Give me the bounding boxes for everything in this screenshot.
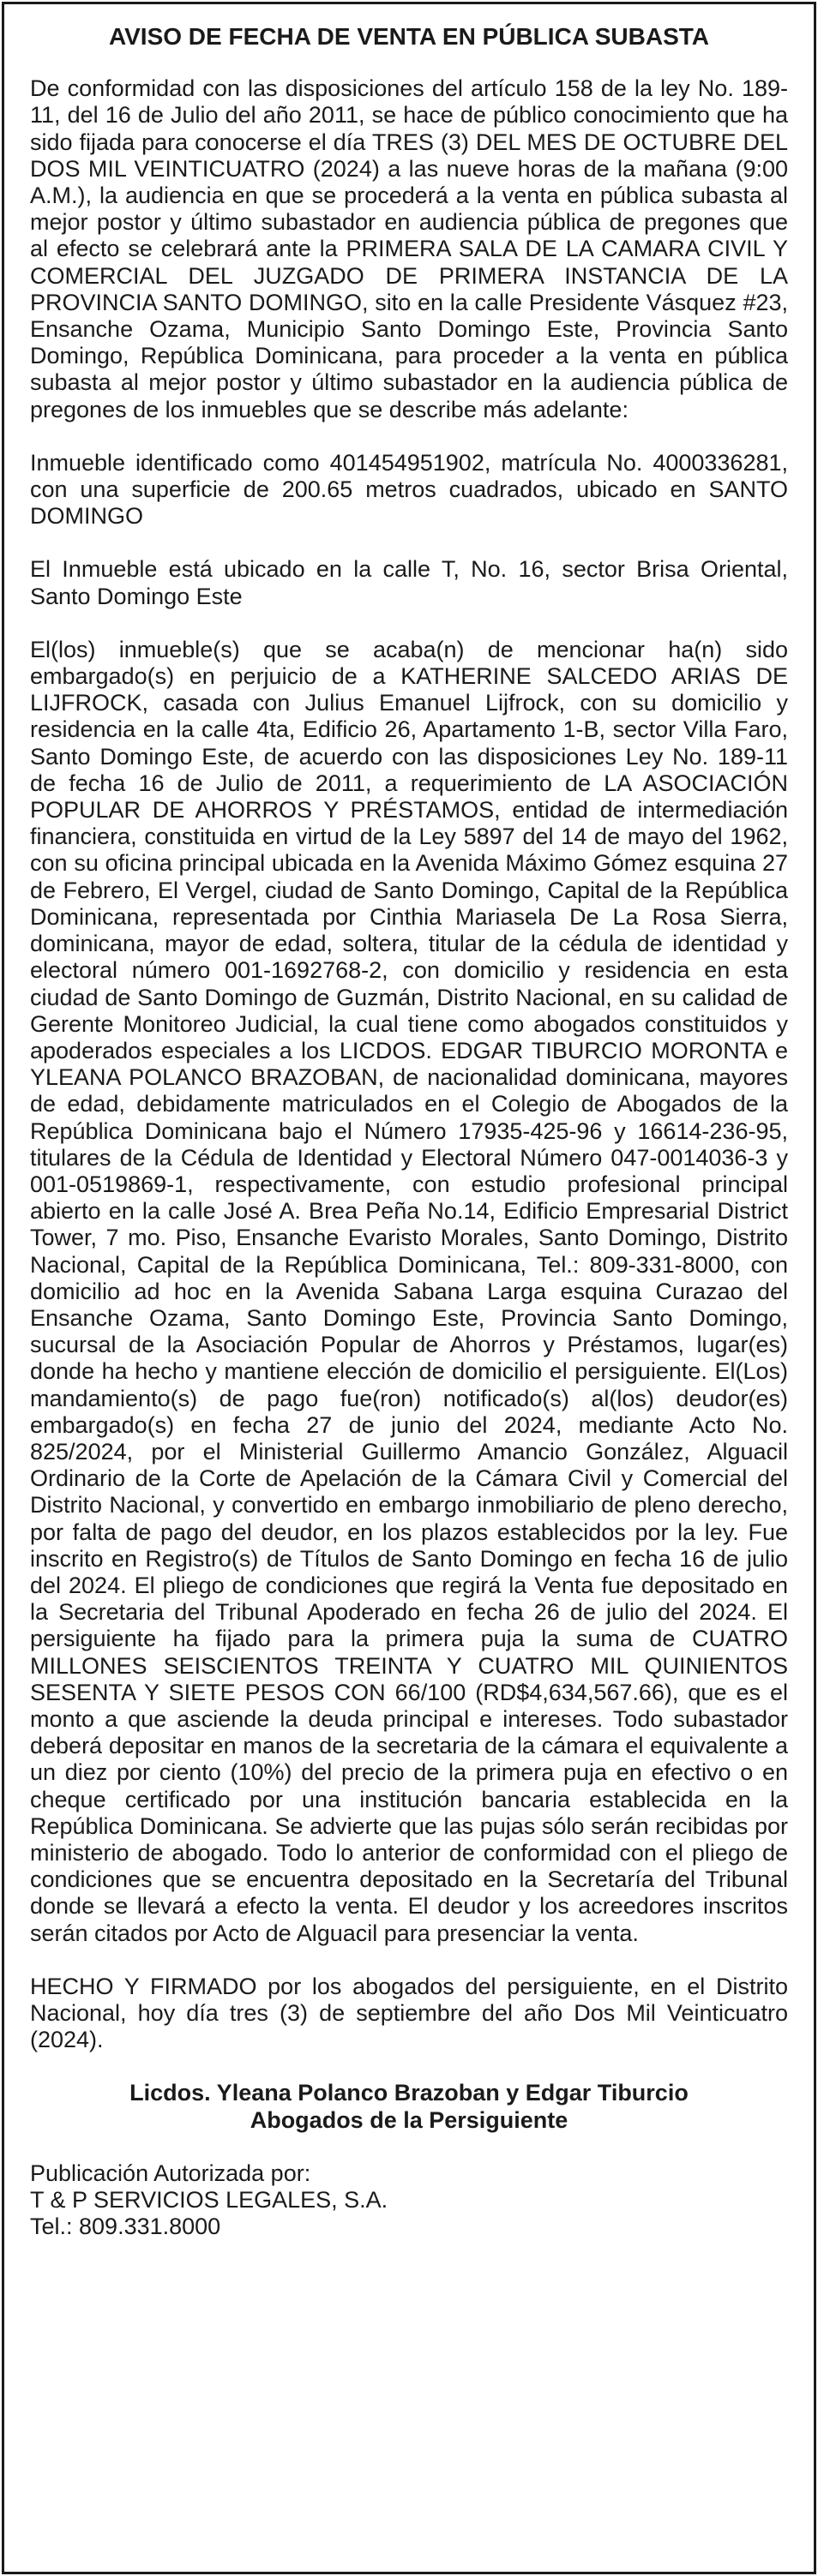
signed-paragraph: HECHO Y FIRMADO por los abogados del persiguiente, en el Distrito Nacional, hoy día tres (3) de septiembre del año Dos Mil Veinticuatro (2024). [30,1973,788,2053]
publication-phone: Tel.: 809.331.8000 [30,2214,221,2240]
property-location-paragraph: El Inmueble está ubicado en la calle T, No. 16, sector Brisa Oriental, Santo Domingo Este [30,556,788,609]
property-id-paragraph: Inmueble identificado como 401454951902, matrícula No. 4000336281, con una superficie de 200.65 metros cuadrados, ubicado en SANTO DOMINGO [30,449,788,530]
publication-company: T & P SERVICIOS LEGALES, S.A. [30,2187,388,2214]
publication-block [30,2160,788,2241]
signature-names: Licdos. Yleana Polanco Brazoban y Edgar Tiburcio [129,2080,689,2106]
notice-title: AVISO DE FECHA DE VENTA EN PÚBLICA SUBASTA [108,23,710,50]
publication-label: Publicación Autorizada por: [30,2160,311,2186]
seizure-details-paragraph: El(los) inmueble(s) que se acaba(n) de mencionar ha(n) sido embargado(s) en perjuicio de a KATHERINE SALCEDO ARIAS DE LIJFROCK, casada con Julius Emanuel Lijfrock, con su domicilio y residencia en la calle 4ta, Edificio 26, Apartamento 1-B, sector Villa Faro, Santo Domingo Este, de acuerdo con las disposiciones Ley No. 189-11 de fecha 16 de Julio de 2011, a requerimiento de LA ASOCIACIÓN POPULAR DE AHORROS Y PRÉSTAMOS, entidad de intermediación financiera, constituida en virtud de la Ley 5897 del 14 de mayo del 1962, con su oficina principal ubicada en la Avenida Máximo Gómez esquina 27 de Febrero, El Vergel, ciudad de Santo Domingo, Capital de la República Dominicana, representada por Cinthia Mariasela De La Rosa Sierra, dominicana, mayor de edad, soltera, titular de la cédula de identidad y electoral número 001-1692768-2, con domicilio y residencia en esta ciudad de Santo Domingo de Guzmán, Distrito Nacional, en su calidad de Gerente Monitoreo Judicial, la cual tiene como abogados constituidos y apoderados especiales a los LICDOS. EDGAR TIBURCIO MORONTA e YLEANA POLANCO BRAZOBAN, de nacionalidad dominicana, mayores de edad, debidamente matriculados en el Colegio de Abogados de la República Dominicana bajo el Número 17935-425-96 y 16614-236-95, titulares de la Cédula de Identidad y Electoral Número 047-0014036-3 y 001-0519869-1, respectivamente, con estudio profesional principal abierto en la calle José A. Brea Peña No.14, Edificio Empresarial District Tower, 7 mo. Piso, Ensanche Evaristo Morales, Santo Domingo, Distrito Nacional, Capital de la República Dominicana, Tel.: 809-331-8000, con domicilio ad hoc en la Avenida Sabana Larga esquina Curazao del Ensanche Ozama, Santo Domingo Este, Provincia Santo Domingo, sucursal de la Asociación Popular de Ahorros y Préstamos, lugar(es) donde ha hecho y mantiene elección de domicilio el persiguiente. El(Los) mandamiento(s) de pago fue(ron) notificado(s) al(los) deudor(es) embargado(s) en fecha 27 de junio del 2024, mediante Acto No. 825/2024, por el Ministerial Guillermo Amancio González, Alguacil Ordinario de la Corte de Apelación de la Cámara Civil y Comercial del Distrito Nacional, y convertido en embargo inmobiliario de pleno derecho, por falta de pago del deudor, en los plazos establecidos por la ley. Fue inscrito en Registro(s) de Títulos de Santo Domingo en fecha 16 de julio del 2024. El pliego de condiciones que regirá la Venta fue depositado en la Secretaria del Tribunal Apoderado en fecha 26 de julio del 2024. El persiguiente ha fijado para la primera puja la suma de CUATRO MILLONES SEISCIENTOS TREINTA Y CUATRO MIL QUINIENTOS SESENTA Y SIETE PESOS CON 66/100 (RD$4,634,567.66), que es el monto a que asciende la deuda principal e intereses. Todo subastador deberá depositar en manos de la secretaria de la cámara el equivalente a un diez por ciento (10%) del precio de la primera puja en efectivo o en cheque certificado por una institución bancaria establecida en la República Dominicana. Se advierte que las pujas sólo serán recibidas por ministerio de abogado. Todo lo anterior de conformidad con el pliego de condiciones que se encuentra depositado en la Secretaría del Tribunal donde se llevará a efecto la venta. El deudor y los acreedores inscritos serán citados por Acto de Alguacil para presenciar la venta. [30,636,788,1946]
intro-paragraph: De conformidad con las disposiciones del artículo 158 de la ley No. 189-11, del 16 de Julio del año 2011, se hace de público conocimiento que ha sido fijada para conocerse el día TRES (3) DEL MES DE OCTUBRE DEL DOS MIL VEINTICUATRO (2024) a las nueve horas de la mañana (9:00 A.M.), la audiencia en que se procederá a la venta en pública subasta al mejor postor y último subastador en audiencia pública de pregones que al efecto se celebrará ante la PRIMERA SALA DE LA CAMARA CIVIL Y COMERCIAL DEL JUZGADO DE PRIMERA INSTANCIA DE LA PROVINCIA SANTO DOMINGO, sito en la calle Presidente Vásquez #23, Ensanche Ozama, Municipio Santo Domingo Este, Provincia Santo Domingo, República Dominicana, para proceder a la venta en pública subasta al mejor postor y último subastador en la audiencia pública de pregones de los inmuebles que se describe más adelante: [30,75,788,422]
legal-notice [2,2,816,2574]
signature-block [30,2080,788,2133]
signature-role: Abogados de la Persiguiente [250,2106,568,2133]
